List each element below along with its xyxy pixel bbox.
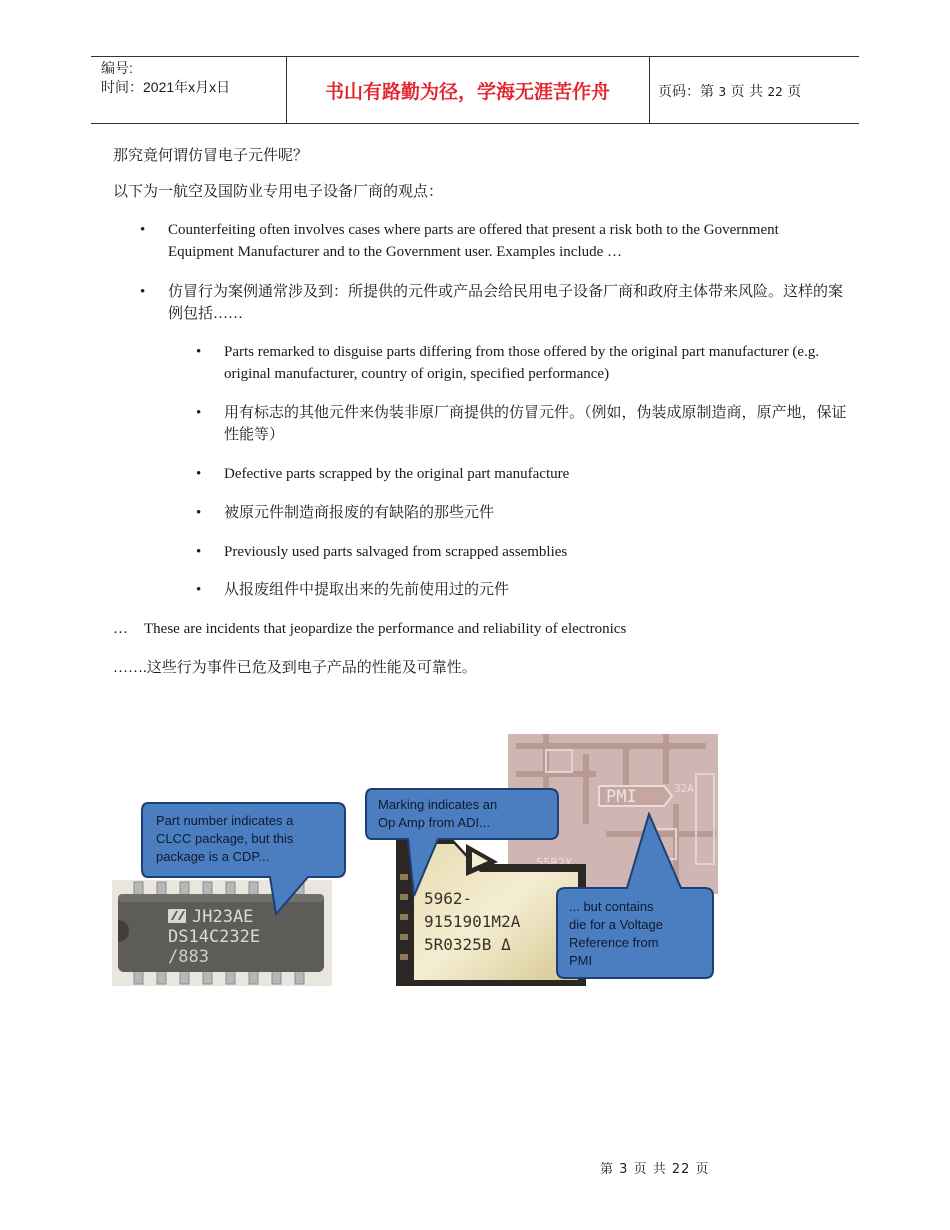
- time-label: 时间：2021年x月x日: [101, 79, 231, 95]
- chip-pins-bottom: [134, 970, 304, 984]
- callout-bubble-1: [140, 800, 350, 920]
- callout-text: ... but contains: [569, 899, 654, 914]
- document-header: [91, 56, 859, 124]
- callout-bubble-3: [555, 812, 717, 982]
- closing-chinese: …….这些行为事件已危及到电子产品的性能及可靠性。: [113, 660, 477, 676]
- bullet-dot: •: [140, 284, 146, 300]
- closing-english-text: These are incidents that jeopardize the performance and reliability of electronics: [144, 621, 627, 637]
- sub-bullet-item: [196, 502, 849, 524]
- intro-paragraph: 以下为一航空及国防业专用电子设备厂商的观点：: [113, 184, 444, 200]
- callout-text: Reference from: [569, 935, 659, 950]
- die-label: 32A: [674, 782, 694, 795]
- header-divider: [649, 57, 650, 123]
- page-prefix: 页码：第: [658, 84, 714, 100]
- footer-current: 3: [619, 1162, 629, 1177]
- bullet-item: [140, 219, 848, 263]
- bullet-dot: •: [196, 505, 202, 521]
- die-marking-line: 5R0325B Δ: [424, 935, 511, 954]
- footer-mid: 页 共: [633, 1162, 667, 1177]
- bullet-text: 被原元件制造商报废的有缺陷的那些元件: [224, 505, 495, 521]
- sub-bullet-item: [196, 402, 849, 446]
- sub-bullet-item: [196, 541, 849, 563]
- bullet-dot: •: [196, 344, 202, 360]
- callout-bubble-2: [364, 786, 564, 901]
- sub-bullet-item: [196, 463, 849, 485]
- chip-marking-line: JH23AE: [192, 907, 254, 927]
- page-footer: [600, 1158, 710, 1177]
- callout-text: Op Amp from ADI...: [378, 815, 490, 830]
- page-suffix: 页: [787, 84, 802, 100]
- bullet-dot: •: [196, 582, 202, 598]
- question-paragraph: 那究竟何谓仿冒电子元件呢？: [113, 148, 309, 164]
- die-marking-line: 5962-: [424, 889, 473, 908]
- bullet-text: 从报废组件中提取出来的先前使用过的元件: [224, 582, 510, 598]
- footer-suffix: 页: [695, 1162, 710, 1177]
- number-label: 编号:: [101, 60, 133, 76]
- header-motto: 书山有路勤为径，学海无涯苦作舟: [324, 81, 610, 103]
- page-mid: 页 共: [730, 84, 763, 100]
- sub-bullet-item: [196, 579, 849, 601]
- chip-marking-line: DS14C232E: [168, 927, 261, 947]
- bullet-text: Parts remarked to disguise parts differing from those offered by the original part manufacturer (e.g. original manufacturer, country of origin, specified performance): [224, 344, 820, 382]
- bullet-text: 仿冒行为案例通常涉及到：所提供的元件或产品会给民用电子设备厂商和政府主体带来风险。这样的案例包括……: [168, 284, 844, 322]
- bullet-dot: •: [196, 544, 202, 560]
- header-page-number: [658, 81, 801, 101]
- callout-text: Part number indicates a: [156, 813, 294, 828]
- bullet-dot: •: [196, 405, 202, 421]
- callout-text: die for a Voltage: [569, 917, 663, 932]
- callout-text: PMI: [569, 953, 593, 968]
- footer-prefix: 第: [600, 1162, 615, 1177]
- page-total: 22: [767, 85, 783, 99]
- callout-text: CLCC package, but this: [156, 831, 294, 846]
- bullet-dot: •: [140, 222, 146, 238]
- footer-total: 22: [671, 1162, 691, 1177]
- die-marking-line: 9151901M2A: [424, 912, 521, 931]
- sub-bullet-item: [196, 341, 849, 385]
- callout-text: package is a CDP...: [156, 849, 270, 864]
- bullet-text: Previously used parts salvaged from scrapped assemblies: [224, 544, 568, 560]
- bullet-text: 用有标志的其他元件来伪装非原厂商提供的仿冒元件。（例如，伪装成原制造商，原产地，保证性能等）: [224, 405, 847, 443]
- bullet-item: [140, 281, 848, 325]
- page-current: 3: [718, 85, 727, 99]
- closing-english: [113, 618, 626, 640]
- die-label: PMI: [606, 787, 637, 807]
- bullet-text: Counterfeiting often involves cases where parts are offered that present a risk both to the Government Equipment Manufacturer and to the Government user. Examples include …: [168, 222, 779, 260]
- bullet-dot: •: [196, 466, 202, 482]
- bullet-text: Defective parts scrapped by the original part manufacture: [224, 466, 570, 482]
- ellipsis: …: [113, 621, 128, 637]
- header-meta: [101, 59, 281, 97]
- callout-text: Marking indicates an: [378, 797, 498, 812]
- chip-marking-line: /883: [168, 947, 209, 967]
- die-label: 55R2X: [536, 856, 573, 870]
